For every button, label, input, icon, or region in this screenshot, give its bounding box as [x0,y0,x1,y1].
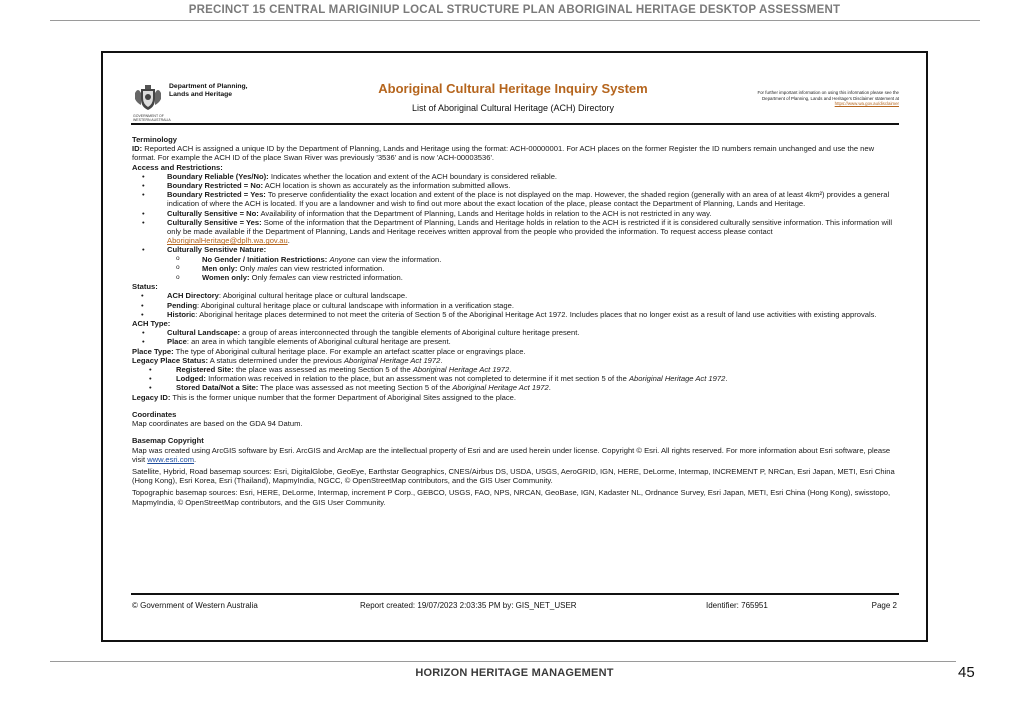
terminology-heading: Terminology [132,135,178,144]
document-page [101,51,928,642]
government-caption: GOVERNMENT OF WESTERN AUSTRALIA [133,114,171,122]
basemap-heading: Basemap Copyright [132,436,204,446]
footer-identifier: Identifier: 765951 [706,601,768,610]
status-item-text: : Aboriginal heritage places determined to not meet the criteria of Section 5 of the Aboriginal Heritage Act 1972. Includes places that no longer exist as a result of land use activities with existing approvals. [195,309,877,319]
esri-link[interactable]: www.esri.com [147,454,195,464]
list-item: • Culturally Sensitive = Yes: Some of the information that the Department of Planning, Lands and Heritage holds in relation to the ACH is restricted if it is considered culturally sensitive information. This information will only be made available if the Department of Planning, Lands and Heritage receives written approval from the people who provided the information. To request access please contact AboriginalHeritage@dplh.wa.gov.au. [132,218,897,246]
place-type-definition [132,347,897,356]
act-name: Aboriginal Heritage Act 1972 [412,365,510,375]
status-item-text: : Aboriginal cultural heritage place or cultural landscape with information in a verification stage. [196,300,514,310]
list-item [132,255,897,264]
legacy-status-text: A status determined under the previous [209,355,342,365]
list-item [132,337,897,346]
disclaimer-link[interactable]: https://www.wa.gov.au/disclaimer [834,101,899,106]
access-item-label: Boundary Restricted = Yes: [167,190,266,200]
legacy-item-text: Information was received in relation to the place, but an assessment was not completed to determine if it met section 5 of the [208,374,627,384]
coordinates-heading: Coordinates [132,409,177,419]
list-item [132,301,897,310]
access-item-text: To preserve confidentiality the exact location and extent of the place is not displayed on the map. However, the shaded region (generally with an area of at least 4km²) provides a general indication of where the ACH is located. If you are a landowner and wish to find out more about the exact location of the place, please contact the Department of Planning, Lands and Heritage. [167,190,890,209]
bottom-rule [50,661,956,662]
access-item-text: Availability of information that the Department of Planning, Lands and Heritage holds in relation to the ACH is not restricted in any way. [260,208,712,218]
list-item [132,209,897,218]
basemap-paragraph: Map was created using ArcGIS software by Esri. ArcGIS and ArcMap are the intellectual property of Esri and are used herein under license. Copyright © Esri. All rights reserved. For more information about Esri software, please visit www.esri.com. [132,445,891,464]
terminology-content [132,135,897,507]
disclaimer-note [695,90,899,107]
access-item-label: Boundary Reliable (Yes/No): [167,171,269,181]
list-item [132,291,897,300]
ach-type-item-text: a group of areas interconnected through the tangible elements of Aboriginal culture heritage present. [242,328,580,338]
list-item [132,245,897,254]
basemap-sources-satellite: Satellite, Hybrid, Road basemap sources: Esri, DigitalGlobe, GeoEye, Earthstar Geographics, CNES/Airbus DS, USDA, USGS, AeroGRID, IGN, HERE, DeLorme, Intermap, INCREMENT P, NRCan, Esri Japan, METI, Esri China (Hong Kong), Esri Korea, Esri (Thailand), MapmyIndia, NGCC, © OpenStreetMap contributors, and the GIS User Community. [132,466,895,486]
basemap-text: Map was created using ArcGIS software by Esri. ArcGIS and ArcMap are the intellectual property of Esri and are used herein under license. Copyright © Esri. All rights reserved. For more information about Esri software, please visit [132,445,891,464]
running-header: PRECINCT 15 CENTRAL MARIGINIUP LOCAL STRUCTURE PLAN ABORIGINAL HERITAGE DESKTOP ASSESSMENT [188,4,841,16]
legacy-status-definition: Legacy Place Status: A status determined under the previous Aboriginal Heritage Act 1972. [132,355,443,365]
ach-type-item-text: : an area in which tangible elements of Aboriginal cultural heritage are present. [186,337,451,347]
spacer [132,428,897,436]
list-item: • Stored Data/Not a Site: The place was assessed as not meeting Section 5 of the Aboriginal Heritage Act 1972. [132,383,897,392]
access-item-text: Some of the information that the Department of Planning, Lands and Heritage holds in relation to the ACH is restricted if it is considered culturally sensitive information. This information will only be made available if the Department of Planning, Lands and Heritage receives written approval from the people who provided the information. To request access please contact [167,217,893,237]
disclaimer-line1: For further important information on using this information please see the [757,90,899,95]
nature-item-text: can view restricted information. [298,273,403,283]
status-item-label: Pending [167,300,197,310]
legacy-item-text: The place was assessed as not meeting Section 5 of the [260,383,451,393]
coordinates-text: Map coordinates are based on the GDA 94 Datum. [132,419,303,429]
department-name [169,83,248,99]
act-name: Aboriginal Heritage Act 1972 [343,355,441,365]
title-rule [131,123,899,125]
spacer [132,402,897,410]
act-name: Aboriginal Heritage Act 1972 [628,374,726,384]
nature-item-emphasis: Anyone [329,254,356,264]
footer-copyright: © Government of Western Australia [132,601,258,610]
access-item-text: Indicates whether the location and extent of the ACH boundary is considered reliable. [270,171,558,181]
running-footer: HORIZON HERITAGE MANAGEMENT [415,667,614,679]
list-item [132,273,897,282]
legacy-id-label: Legacy ID: [132,392,171,402]
nature-item-label: No Gender / Initiation Restrictions: [202,254,328,264]
department-logo [133,83,248,113]
access-heading: Access and Restrictions: [132,162,223,172]
page-number: 45 [958,664,975,681]
access-item-label: Culturally Sensitive = Yes: [167,217,262,227]
nature-item-prefix: Only [251,273,268,283]
list-item [132,264,897,273]
header-rule [50,20,980,21]
wa-crest-icon [133,83,163,113]
nature-item-label: Men only: [202,263,238,273]
footer-rule [131,593,899,595]
nature-item-emphasis: females [269,273,297,283]
list-item [132,310,897,319]
legacy-id-definition [132,393,897,402]
footer-report-created: Report created: 19/07/2023 2:03:35 PM by: GIS_NET_USER [360,601,577,610]
list-item [132,181,897,190]
heritage-email-link[interactable]: AboriginalHeritage@dplh.wa.gov.au [167,236,288,246]
system-subtitle: List of Aboriginal Cultural Heritage (ACH) Directory [411,103,615,113]
status-heading: Status: [132,282,158,292]
basemap-sources-topographic: Topographic basemap sources: Esri, HERE, DeLorme, Intermap, increment P Corp., GEBCO, USGS, FAO, NPS, NRCAN, GeoBase, IGN, Kadaster NL, Ordnance Survey, Esri Japan, METI, Esri China (Hong Kong), swisstopo, MapmyIndia, © OpenStreetMap contributors, and the GIS User Community. [132,488,891,507]
legacy-item-text: the place was assessed as meeting Section 5 of the [235,365,411,375]
status-item-text: : Aboriginal cultural heritage place or cultural landscape. [218,291,408,301]
status-item-label: ACH Directory [167,291,219,301]
id-definition [132,144,897,162]
status-item-label: Historic [167,309,196,319]
legacy-id-text: This is the former unique number that the former Department of Aboriginal Sites assigned to the place. [172,392,516,402]
system-title: Aboriginal Cultural Heritage Inquiry System [378,81,648,96]
legacy-item-label: Lodged: [176,374,206,384]
list-item: • Lodged: Information was received in relation to the place, but an assessment was not completed to determine if it met section 5 of the Aboriginal Heritage Act 1972. [132,374,897,383]
nature-item-text: can view restricted information. [279,263,385,273]
list-item [132,328,897,337]
place-type-label: Place Type: [132,346,174,356]
act-name: Aboriginal Heritage Act 1972 [452,383,549,393]
department-name-line1: Department of Planning, [169,83,248,90]
ach-type-item-label: Place [167,337,187,347]
access-item-label: Culturally Sensitive = No: [167,208,259,218]
access-item-label: Culturally Sensitive Nature: [167,245,267,255]
list-item [132,190,897,208]
legacy-item-label: Stored Data/Not a Site: [176,383,259,393]
footer-page: Page 2 [871,601,897,610]
nature-item-label: Women only: [202,273,250,283]
legacy-item-label: Registered Site: [176,365,234,375]
list-item [132,172,897,181]
ach-type-heading: ACH Type: [132,319,171,329]
id-label: ID: [132,144,143,154]
ach-type-item-label: Cultural Landscape: [167,328,240,338]
department-name-line2: Lands and Heritage [169,91,233,98]
list-item: • Registered Site: the place was assessed as meeting Section 5 of the Aboriginal Heritage Act 1972. [132,365,897,374]
legacy-status-label: Legacy Place Status: [132,355,208,365]
place-type-text: The type of Aboriginal cultural heritage place. For example an artefact scatter place or engravings place. [175,346,526,356]
nature-item-text: can view the information. [357,254,442,264]
nature-item-prefix: Only [239,263,256,273]
disclaimer-line2: Department of Planning, Lands and Heritage's Disclaimer statement at [761,95,899,101]
id-text: Reported ACH is assigned a unique ID by the Department of Planning, Lands and Heritage using the format: ACH-00000001. For ACH places on the former Register the ID numbers remain unchanged and use the new format. For example the ACH ID of the place Swan River was previously '3536' and is now 'ACH-00003536'. [132,144,875,163]
access-item-label: Boundary Restricted = No: [167,181,263,191]
nature-item-emphasis: males [257,263,278,273]
access-item-text: ACH location is shown as accurately as the information submitted allows. [264,181,511,191]
